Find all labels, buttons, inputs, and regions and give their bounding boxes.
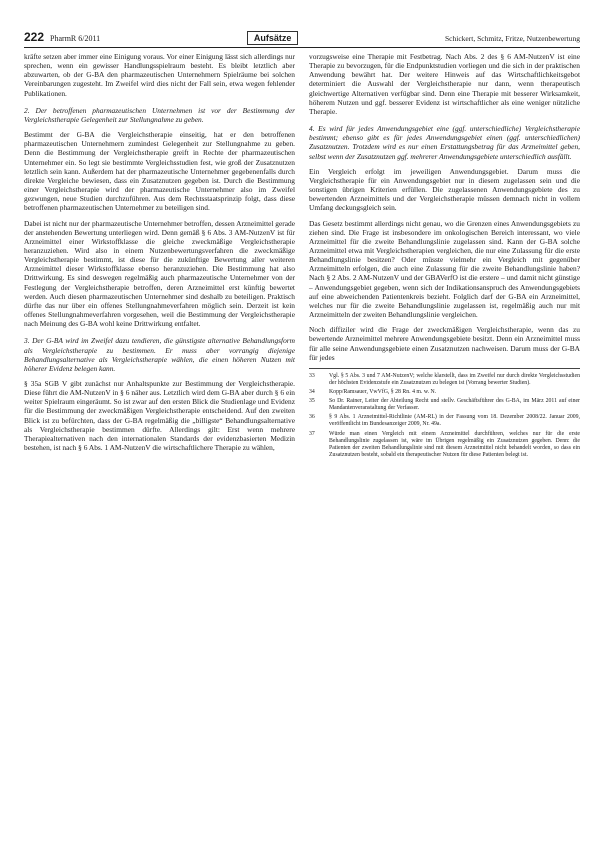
left-column bbox=[24, 52, 295, 461]
paragraph: kräfte setzen aber immer eine Einigung voraus. Vor einer Einigung lässt sich allerdings nur sprechen, wenn ein gewisser Handlungsspielraum besteht. Es bleibt letztlich aber abzuwarten, ob der G-BA den pharmazeutischen Unternehmern Spielräume bei solchen Vereinbarungen zugesteht. Im Zweifel wird dies nicht der Fall sein, etwa wegen fehlender Publikationen. bbox=[24, 52, 295, 98]
footnote-number: 37 bbox=[309, 430, 315, 437]
footnote-number: 34 bbox=[309, 389, 315, 396]
journal-issue: PharmR 6/2011 bbox=[50, 34, 101, 43]
footnote-number: 35 bbox=[309, 398, 315, 405]
footnote bbox=[309, 389, 580, 396]
paragraph: Das Gesetz bestimmt allerdings nicht genau, wo die Grenzen eines Anwendungsgebiets zu ziehen sind. Die Frage ist insbesondere im onkologischen Bereich interessant, wo viele Arzneimittel für die zweite Behandlungslinie zugelassen sind. Kann der G-BA solche Arzneimittel etwa mit Vergleichstherapien vergleichen, die nur eine Zulassung für die erste Behandlungslinie besitzen? Oder müsste vielmehr ein Vergleich mit gegenüber Arzneimitteln erfolgen, die auch eine Zulassung für die zweite Behandlungslinie haben? Nach § 2 Abs. 2 AM-NutzenV und der GBAVerfO ist die erstere – und damit nicht günstige – Anwendungsgebiet gegeben, wenn sich der Indikationsanspruch des Anwendungsgebiets auf eine abweichenden Patientenkreis bezieht. Folglich darf der G-BA ein Arzneimittel, welches nur für die zweite Behandlungslinie zugelassen ist, regelmäßig auch nur mit Arzneimitteln der zweiten Behandlungslinie vergleichen. bbox=[309, 218, 580, 320]
paragraph: vorzugsweise eine Therapie mit Festbetrag. Nach Abs. 2 des § 6 AM-NutzenV ist eine Therapie zu bevorzugen, für die Endpunktstudien vorliegen und die sich in der praktischen Anwendung bewährt hat. Der weitere Hinweis auf das Wirtschaftlichkeitsgebot determiniert die Auswahl der Vergleichstherapie nur dann, wenn therapeutisch gleichwertige Alternativen verfügbar sind. Denn eine Therapie mit besserer Wirksamkeit, höherem Nutzen und ggf. besserer Evidenz ist wirtschaftlicher als eine weniger nützliche Therapie. bbox=[309, 52, 580, 116]
footnote-text: So Dr. Rainer, Leiter der Abteilung Recht und stellv. Geschäftsführer des G-BA, im März 2011 auf einer Mandantenveranstaltung der Verfasser. bbox=[329, 398, 580, 412]
footnote bbox=[309, 414, 580, 428]
footnote-text: Würde man einen Vergleich mit einem Arzneimittel durchführen, welches nur für die erste Behandlungslinie zugelassen ist, wäre im Übrigen regelmäßig ein Zusatznutzen gegeben. Denn: die Patienten der zweiten Behandlungslinie sind mit diesem Arzneimittel nicht behandelt worden, so dass ein Zusatznutzen besteht, sobald ein therapeutischer Nutzen für diese Patienten belegt ist. bbox=[329, 430, 580, 458]
paragraph: Noch diffiziler wird die Frage der zweckmäßigen Vergleichstherapie, wenn das zu bewertende Arzneimittel mehrere Anwendungsgebiete besitzt. Denn ein Arzneimittel muss für alle seine Anwendungsgebiete einen Zusatznutzen nachweisen. Darum muss der G-BA für jedes bbox=[309, 325, 580, 362]
thesis-heading: 2. Der betroffenen pharmazeutischen Unternehmen ist vor der Bestimmung der Vergleichstherapie Gelegenheit zur Stellungnahme zu geben. bbox=[24, 105, 295, 124]
footnote bbox=[309, 373, 580, 387]
header-left bbox=[24, 30, 100, 44]
footnote bbox=[309, 398, 580, 412]
footnote-number: 36 bbox=[309, 414, 315, 421]
footnotes bbox=[309, 368, 580, 459]
thesis-heading: 3. Der G-BA wird im Zweifel dazu tendieren, die günstigste alternative Behandlungsform als Vergleichstherapie zu bestimmen. Er muss aber vorrangig diejenige Behandlungsalternative als Vergleichstherapie wählen, die einen höheren Nutzen mit höherer Evidenz belegen kann. bbox=[24, 336, 295, 373]
section-label: Aufsätze bbox=[247, 31, 299, 45]
footnote-text: Kopp/Ramsauer, VwVfG, § 28 Rn. 4 m. w. N. bbox=[329, 389, 437, 396]
page-number: 222 bbox=[24, 30, 45, 44]
paragraph: Dabei ist nicht nur der pharmazeutische Unternehmer betroffen, dessen Arzneimittel gerade der anstehenden Bewertung unterliegen wird. Denn gemäß § 6 Abs. 3 AM-NutzenV ist für Arzneimittel einer Wirkstoffklasse die gleiche zweckmäßige Vergleichstherapie heranzuziehen. Wird also in einem Nutzenbewertungsverfahren die zweckmäßige Vergleichstherapie bestimmt, ist diese für die zukünftige Bewertung aller weiteren Arzneimittel dieser Wirkstoffklasse ebenso heranzuziehen. Die Bestimmung hat also Drittwirkung. Es sind deswegen regelmäßig auch pharmazeutische Unternehmer von der Festlegung der Vergleichstherapie betroffen, deren Arzneimittel erst künftig bewertet werden. Auch diesen pharmazeutischen Unternehmer sind deshalb zu beteiligen. Praktisch dürfte das nur über ein offenes Stellungnahmeverfahren möglich sein. Derzeit ist kein offenes Stellungnahmeverfahren vorgesehen, weil die Bestimmung der Vergleichstherapie nach Meinung des G-BA wohl keine Drittwirkung entfaltet. bbox=[24, 218, 295, 329]
footnote-number: 33 bbox=[309, 372, 315, 379]
body-columns bbox=[24, 52, 580, 461]
footnote-text: § 9 Abs. 1 Arzneimittel-Richtlinie (AM-RL) in der Fassung vom 18. Dezember 2008/22. Januar 2009, veröffentlicht im Bundesanzeiger 2009, Nr. 49a. bbox=[329, 414, 580, 428]
thesis-heading: 4. Es wird für jedes Anwendungsgebiet eine (ggf. unterschiedliche) Vergleichstherapie bestimmt; ebenso gibt es für jedes Anwendungsgebiet einen (ggf. unterschiedlichen) Zusatznutzen. Trotzdem wird es nur einen Erstattungsbetrag für das Arzneimittel geben, selbst wenn der Zusatznutzen ggf. mehrerer Anwendungsgebiete unterschiedlich ausfällt. bbox=[309, 124, 580, 161]
paragraph: § 35a SGB V gibt zunächst nur Anhaltspunkte zur Bestimmung der Vergleichstherapie. Diese führt die AM-NutzenV in § 6 näher aus. Letztlich wird dem G-BA aber durch § 6 ein weiter Spielraum eingeräumt. So ist zwar auf den ersten Blick die Studienlage und Evidenz für die Bestimmung der zweckmäßigen Vergleichstherapie entscheidend. Auf den zweiten Blick ist zu befürchten, dass der G-BA regelmäßig die „billigste“ Behandlungsalternative als Vergleichstherapie bestimmen dürfte. Allerdings gilt: Erst wenn mehrere Therapiealternativen nach den internationalen Standards der evidenzbasierten Medizin bestehen, ist nach § 6 Abs. 1 AM-NutzenV die wirtschaftlichere Therapie zu wählen, bbox=[24, 379, 295, 453]
paragraph: Bestimmt der G-BA die Vergleichstherapie einseitig, hat er den betroffenen pharmazeutischen Unternehmern zumindest Gelegenheit zur Stellungnahme zu geben. Denn die Bestimmung der Vergleichstherapie greift in Rechte der pharmazeutischen Unternehmer ein. So legt sie bestimmte Vergleichsstudien fest, wie groß der Zusatznutzen letztlich sein kann. Außerdem hat der pharmazeutische Unternehmer gegebenenfalls durch direkte Vergleiche bewiesen, dass ein Zusatznutzen gegeben ist. Durch die Bestimmung einer Vergleichstherapie wird der pharmazeutische Unternehmer also im Zweifel gezwungen, neue Studien durchzuführen. Aus dem Rechtsstaatsprinzip folgt, dass diese betroffenen pharmazeutischen Unternehmer zu beteiligen sind. bbox=[24, 130, 295, 213]
running-header bbox=[24, 28, 580, 48]
paragraph: Ein Vergleich erfolgt im jeweiligen Anwendungsgebiet. Darum muss die Vergleichstherapie für ein Anwendungsgebiet nur in diesem zugelassen sein und die sonstigen übrigen Kriterien erfüllen. Die zugelassenen Anwendungsgebiete des zu bewertenden Arzneimittels und der Vergleichstherapie müssen demnach nicht in vollem Umfang deckungsgleich sein. bbox=[309, 166, 580, 213]
footnote bbox=[309, 431, 580, 459]
footnote-text: Vgl. § 5 Abs. 3 und 7 AM-NutzenV; welche klarstellt, dass im Zweifel nur durch direkte Vergleichsstudien der höchsten Evidenzstufe ein Zusatznutzen zu belegen ist (Vorrang bewerter Studien). bbox=[329, 372, 580, 386]
article-authors-title: Schickert, Schmitz, Fritze, Nutzenbewertung bbox=[445, 34, 580, 43]
right-column bbox=[309, 52, 580, 461]
